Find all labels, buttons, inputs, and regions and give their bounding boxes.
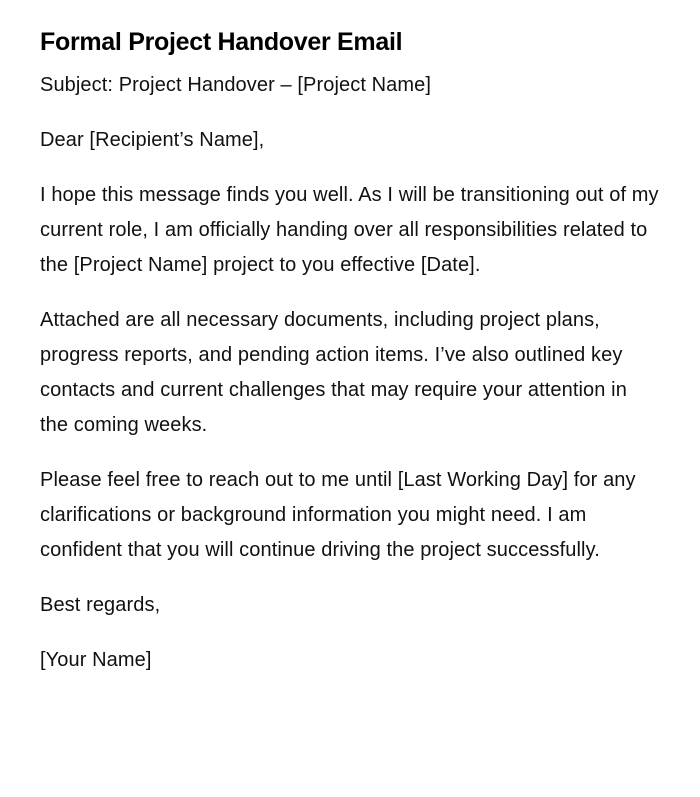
body-paragraph-1: I hope this message finds you well. As I will be transitioning out of my current role, I am officially handing over all responsibilities related to the [Project Name] project to you effective [Date]. — [40, 184, 659, 276]
document-title: Formal Project Handover Email — [40, 28, 403, 56]
email-greeting: Dear [Recipient’s Name], — [40, 129, 265, 151]
email-subject: Subject: Project Handover – [Project Name] — [40, 74, 432, 96]
email-closing: Best regards, — [40, 594, 161, 616]
body-paragraph-2: Attached are all necessary documents, including project plans, progress reports, and pending action items. I’ve also outlined key contacts and current challenges that may require your attention in the coming weeks. — [40, 309, 627, 436]
body-paragraph-3: Please feel free to reach out to me until [Last Working Day] for any clarifications or background information you might need. I am confident that you will continue driving the project successfully. — [40, 469, 636, 561]
email-signature: [Your Name] — [40, 649, 152, 671]
